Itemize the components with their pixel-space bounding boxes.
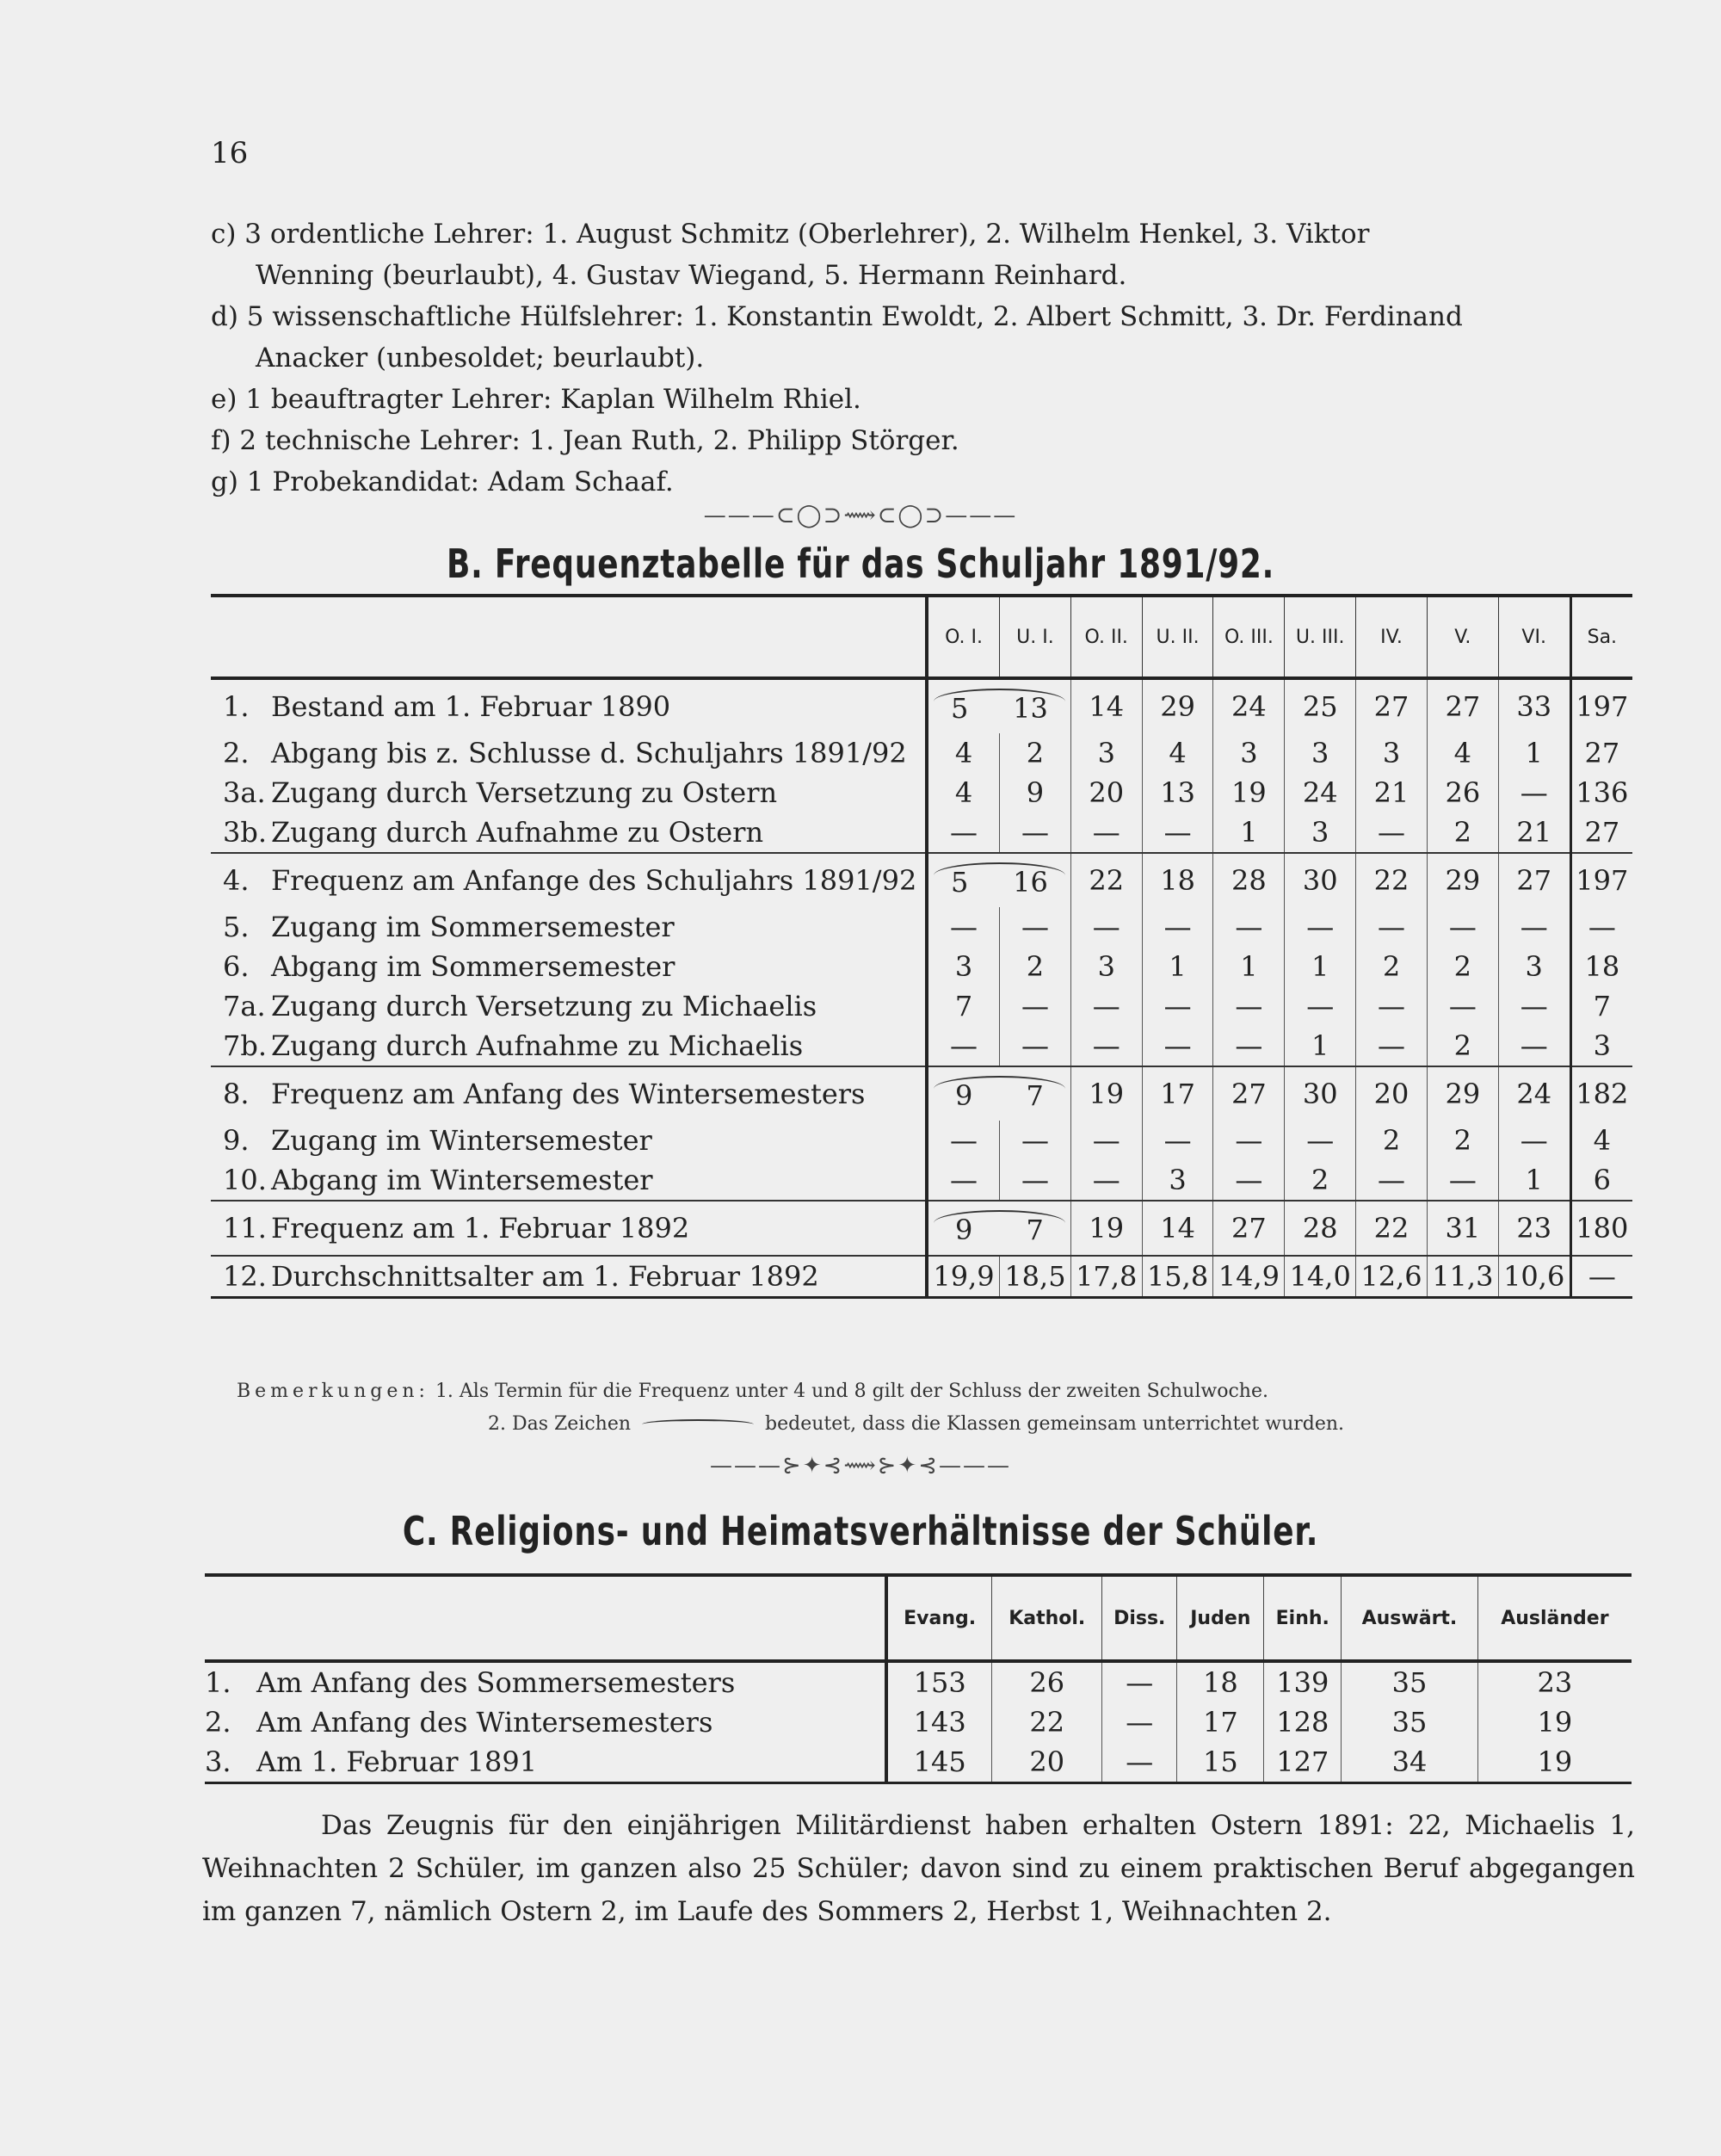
cell-value: — [1498, 986, 1570, 1026]
cell-value: 19 [1477, 1702, 1632, 1742]
row-label: Abgang im Sommersemester [271, 950, 675, 983]
cell-value: 4 [927, 773, 1000, 812]
remarks-label: Bemerkungen: [237, 1381, 429, 1402]
cell-value: 18,5 [1000, 1256, 1071, 1298]
cell-value: 7 [927, 986, 1000, 1026]
header-blank [211, 596, 927, 678]
cell-value: 5 [950, 866, 969, 899]
cell-value: 2 [1427, 947, 1498, 986]
cell-value: 24 [1285, 773, 1356, 812]
cell-value: 139 [1264, 1661, 1342, 1702]
row-number: 3a. [223, 776, 266, 809]
row-label: Am Anfang des Wintersemesters [256, 1706, 713, 1739]
staff-item-d [211, 296, 1648, 379]
cell-value: 28 [1213, 853, 1285, 907]
ornament-divider: ———⊱✦⊰⟿⊱✦⊰——— [710, 1453, 1011, 1479]
cell-value: — [1102, 1702, 1177, 1742]
cell-value: 128 [1264, 1702, 1342, 1742]
cell-value: — [1070, 907, 1142, 947]
col-header: Evang. [886, 1575, 992, 1661]
col-header: Diss. [1102, 1575, 1177, 1661]
cell-value: 11,3 [1427, 1256, 1498, 1298]
row-label: Durchschnittsalter am 1. Februar 1892 [271, 1256, 927, 1298]
remarks [237, 1375, 1344, 1441]
cell-value: 20 [992, 1742, 1102, 1783]
cell-value: 26 [992, 1661, 1102, 1702]
staff-line: Wenning (beurlaubt), 4. Gustav Wiegand, 5. Hermann Reinhard. [256, 260, 1127, 291]
cell-value: 28 [1285, 1201, 1356, 1256]
cell-value: 3 [1570, 1026, 1632, 1066]
row-label: Zugang durch Aufnahme zu Ostern [271, 816, 764, 849]
cell-value: 1 [1285, 1026, 1356, 1066]
row-number: 1. [211, 678, 271, 733]
row-label: Bestand am 1. Februar 1890 [271, 678, 927, 733]
cell-value: — [1213, 1121, 1285, 1160]
cell-value: — [1142, 812, 1213, 853]
cell-value: — [1356, 1160, 1428, 1201]
cell-value: 10,6 [1498, 1256, 1570, 1298]
cell-value: 3 [1070, 947, 1142, 986]
brace-sign-icon [642, 1419, 754, 1430]
header-blank [205, 1575, 886, 1661]
cell-value: — [1070, 1121, 1142, 1160]
col-header: Auswärt. [1342, 1575, 1478, 1661]
cell-value: 20 [1070, 773, 1142, 812]
cell-value: 16 [1013, 866, 1048, 899]
cell-value: 18 [1177, 1661, 1264, 1702]
col-header: Juden [1177, 1575, 1264, 1661]
cell-value: 15 [1177, 1742, 1264, 1783]
cell-value: — [1102, 1661, 1177, 1702]
remark-line-1 [237, 1375, 1344, 1408]
row-label: Zugang durch Versetzung zu Michaelis [271, 990, 817, 1022]
row-label: Abgang im Wintersemester [271, 1164, 653, 1196]
table-row [211, 733, 1632, 773]
staff-line: e) 1 beauftragter Lehrer: Kaplan Wilhelm Rhiel. [211, 384, 861, 415]
row-number: 7b. [223, 1029, 268, 1062]
cell-value: 18 [1142, 853, 1213, 907]
cell-value: 15,8 [1142, 1256, 1213, 1298]
religion-table-body [205, 1661, 1632, 1783]
col-header: O. II. [1070, 596, 1142, 678]
table-row [211, 773, 1632, 812]
staff-item-e [211, 379, 1648, 420]
page-number: 16 [211, 136, 249, 170]
cell-value: 1 [1213, 812, 1285, 853]
cell-value: — [1356, 907, 1428, 947]
cell-value: 14 [1142, 1201, 1213, 1256]
cell-value: — [1498, 773, 1570, 812]
cell-value: — [1498, 1026, 1570, 1066]
cell-value: 13 [1142, 773, 1213, 812]
cell-value: 3 [1356, 733, 1428, 773]
cell-value: — [1000, 812, 1071, 853]
frequency-table-body [211, 678, 1632, 1298]
table-row [205, 1742, 1632, 1783]
col-header: Kathol. [992, 1575, 1102, 1661]
table-row [205, 1661, 1632, 1702]
col-header: VI. [1498, 596, 1570, 678]
cell-value: 3 [1070, 733, 1142, 773]
cell-value: 27 [1498, 853, 1570, 907]
cell-value: 4 [1142, 733, 1213, 773]
cell-value: — [1070, 1160, 1142, 1201]
row-number: 1. [205, 1666, 231, 1699]
cell-value: 2 [1427, 1121, 1498, 1160]
remark-2-after: bedeutet, dass die Klassen gemeinsam unterrichtet wurden. [765, 1413, 1345, 1435]
staff-item-g [211, 461, 1648, 503]
staff-line: Anacker (unbesoldet; beurlaubt). [256, 343, 705, 374]
cell-value: 35 [1342, 1661, 1478, 1702]
cell-value: 17,8 [1070, 1256, 1142, 1298]
cell-value: 180 [1570, 1201, 1632, 1256]
cell-value: 2 [1000, 947, 1071, 986]
row-label: Am Anfang des Sommersemesters [256, 1666, 736, 1699]
row-number: 11. [211, 1201, 271, 1256]
cell-value: — [1213, 1026, 1285, 1066]
cell-value: — [1285, 986, 1356, 1026]
row-number: 10. [223, 1164, 267, 1196]
cell-value: — [927, 812, 1000, 853]
cell-value: 4 [927, 733, 1000, 773]
table-row [211, 986, 1632, 1026]
cell-value: 21 [1356, 773, 1428, 812]
cell-value: 23 [1498, 1201, 1570, 1256]
cell-value: — [1102, 1742, 1177, 1783]
cell-value: 7 [1026, 1214, 1044, 1246]
cell-value: — [1070, 812, 1142, 853]
ornament-divider: ———⊂◯⊃⟿⊂◯⊃——— [703, 503, 1018, 528]
table-row [205, 1702, 1632, 1742]
table-row [211, 1160, 1632, 1201]
row-number: 7a. [223, 990, 266, 1022]
cell-value: 27 [1213, 1201, 1285, 1256]
cell-value: 19 [1213, 773, 1285, 812]
cell-value: — [1427, 986, 1498, 1026]
cell-value: 3 [1285, 812, 1356, 853]
row-label: Zugang im Wintersemester [271, 1124, 652, 1157]
cell-value: 9 [955, 1079, 973, 1112]
cell-value: 2 [1356, 1121, 1428, 1160]
cell-value: 2 [1356, 947, 1428, 986]
cell-value: 3 [927, 947, 1000, 986]
cell-value: 6 [1570, 1160, 1632, 1201]
cell-value: 145 [886, 1742, 992, 1783]
cell-value: — [1356, 812, 1428, 853]
remark-2-before: 2. Das Zeichen [488, 1413, 632, 1435]
table-row [211, 907, 1632, 947]
table-row [211, 853, 1632, 907]
cell-value: — [1142, 1026, 1213, 1066]
cell-value: 2 [1427, 1026, 1498, 1066]
cell-value: 29 [1142, 678, 1213, 733]
table-row [211, 1121, 1632, 1160]
cell-value: 19 [1070, 1066, 1142, 1121]
table-row [211, 1201, 1632, 1256]
remark-line-2 [237, 1408, 1344, 1441]
row-label: Zugang durch Versetzung zu Ostern [271, 776, 778, 809]
cell-value: — [1142, 907, 1213, 947]
table-row [211, 1066, 1632, 1121]
cell-value: 1 [1498, 733, 1570, 773]
cell-value: 2 [1000, 733, 1071, 773]
cell-value: 3 [1142, 1160, 1213, 1201]
cell-value: — [1213, 907, 1285, 947]
merged-cell [927, 853, 1070, 907]
cell-value: 1 [1213, 947, 1285, 986]
col-header: U. III. [1285, 596, 1356, 678]
cell-value: — [1070, 1026, 1142, 1066]
table-row [211, 812, 1632, 853]
table-row [211, 947, 1632, 986]
cell-value: 12,6 [1356, 1256, 1428, 1298]
cell-value: — [1000, 1160, 1071, 1201]
row-number: 5. [223, 911, 250, 943]
row-label: Zugang durch Aufnahme zu Michaelis [271, 1029, 804, 1062]
cell-value: 21 [1498, 812, 1570, 853]
cell-value: 4 [1427, 733, 1498, 773]
row-number: 3b. [223, 816, 268, 849]
staff-list [211, 213, 1648, 503]
staff-line: g) 1 Probekandidat: Adam Schaaf. [211, 466, 674, 497]
cell-value: 17 [1142, 1066, 1213, 1121]
cell-value: 197 [1570, 853, 1632, 907]
cell-value: 27 [1570, 812, 1632, 853]
row-label: Abgang bis z. Schlusse d. Schuljahrs 1891/92 [271, 737, 907, 769]
cell-value: — [1000, 1026, 1071, 1066]
cell-value: 3 [1498, 947, 1570, 986]
col-header: Sa. [1570, 596, 1632, 678]
cell-value: — [927, 1160, 1000, 1201]
col-header: Einh. [1264, 1575, 1342, 1661]
cell-value: — [1498, 1121, 1570, 1160]
col-header: V. [1427, 596, 1498, 678]
religion-table [205, 1573, 1632, 1784]
col-header: O. I. [927, 596, 1000, 678]
cell-value: 19,9 [927, 1256, 1000, 1298]
cell-value: — [1213, 986, 1285, 1026]
body-paragraph: Das Zeugnis für den einjährigen Militärdienst haben erhalten Ostern 1891: 22, Michaelis 1, Weihnachten 2 Schüler, im ganzen also 25 Schüler; davon sind zu einem praktischen Beruf abgegangen im ganzen 7, nämlich Ostern 2, im Laufe des Sommers 2, Herbst 1, Weihnachten 2. [202, 1810, 1635, 1927]
row-number: 2. [205, 1706, 231, 1739]
row-label: Frequenz am Anfange des Schuljahrs 1891/92 [271, 853, 927, 907]
cell-value: 9 [1000, 773, 1071, 812]
cell-value: 127 [1264, 1742, 1342, 1783]
frequency-table-header [211, 596, 1632, 678]
col-header: O. III. [1213, 596, 1285, 678]
cell-value: — [1570, 1256, 1632, 1298]
cell-value: 27 [1570, 733, 1632, 773]
cell-value: — [1000, 907, 1071, 947]
col-header: IV. [1356, 596, 1428, 678]
staff-item-c [211, 213, 1648, 296]
row-number: 2. [223, 737, 250, 769]
col-header: U. II. [1142, 596, 1213, 678]
cell-value: 18 [1570, 947, 1632, 986]
cell-value: — [1356, 1026, 1428, 1066]
cell-value: 14,0 [1285, 1256, 1356, 1298]
cell-value: 17 [1177, 1702, 1264, 1742]
cell-value: 2 [1285, 1160, 1356, 1201]
cell-value: 19 [1070, 1201, 1142, 1256]
row-label: Frequenz am Anfang des Wintersemesters [271, 1066, 927, 1121]
cell-value: 143 [886, 1702, 992, 1742]
cell-value: 1 [1142, 947, 1213, 986]
cell-value: 35 [1342, 1702, 1478, 1742]
cell-value: — [1000, 1121, 1071, 1160]
cell-value: 26 [1427, 773, 1498, 812]
cell-value: — [1285, 907, 1356, 947]
cell-value: 136 [1570, 773, 1632, 812]
cell-value: 27 [1356, 678, 1428, 733]
staff-item-f [211, 420, 1648, 461]
table-row [211, 1026, 1632, 1066]
cell-value: 14,9 [1213, 1256, 1285, 1298]
cell-value: — [1142, 1121, 1213, 1160]
cell-value: 22 [1356, 853, 1428, 907]
row-number: 6. [223, 950, 250, 983]
cell-value: 3 [1213, 733, 1285, 773]
cell-value: 1 [1498, 1160, 1570, 1201]
row-label: Am 1. Februar 1891 [256, 1742, 886, 1783]
cell-value: 24 [1498, 1066, 1570, 1121]
row-number: 4. [211, 853, 271, 907]
cell-value: 30 [1285, 1066, 1356, 1121]
cell-value: 34 [1342, 1742, 1478, 1783]
cell-value: 30 [1285, 853, 1356, 907]
cell-value: 5 [950, 692, 969, 725]
row-number: 8. [211, 1066, 271, 1121]
cell-value: — [1356, 986, 1428, 1026]
staff-line: f) 2 technische Lehrer: 1. Jean Ruth, 2. Philipp Störger. [211, 425, 959, 456]
cell-value: 153 [886, 1661, 992, 1702]
cell-value: 29 [1427, 853, 1498, 907]
cell-value: 20 [1356, 1066, 1428, 1121]
cell-value: 7 [1570, 986, 1632, 1026]
cell-value: 7 [1026, 1079, 1044, 1112]
merged-cell [927, 1201, 1070, 1256]
cell-value: — [1070, 986, 1142, 1026]
row-number: 9. [223, 1124, 250, 1157]
section-b-title: B. Frequenztabelle für das Schuljahr 1891/92. [447, 541, 1274, 587]
cell-value: 22 [1070, 853, 1142, 907]
table-row [211, 1256, 1632, 1298]
cell-value: — [1570, 907, 1632, 947]
cell-value: 3 [1285, 733, 1356, 773]
row-label: Frequenz am 1. Februar 1892 [271, 1201, 927, 1256]
cell-value: 33 [1498, 678, 1570, 733]
cell-value: 1 [1285, 947, 1356, 986]
col-header: Ausländer [1477, 1575, 1632, 1661]
cell-value: — [927, 1121, 1000, 1160]
merged-cell [927, 1066, 1070, 1121]
cell-value: 27 [1427, 678, 1498, 733]
staff-line: c) 3 ordentliche Lehrer: 1. August Schmitz (Oberlehrer), 2. Wilhelm Henkel, 3. Viktor [211, 219, 1370, 250]
cell-value: — [1427, 907, 1498, 947]
cell-value: 27 [1213, 1066, 1285, 1121]
cell-value: 13 [1013, 692, 1048, 725]
cell-value: 25 [1285, 678, 1356, 733]
row-number: 12. [211, 1256, 271, 1298]
row-number: 3. [205, 1742, 256, 1783]
cell-value: 31 [1427, 1201, 1498, 1256]
staff-line: d) 5 wissenschaftliche Hülfslehrer: 1. Konstantin Ewoldt, 2. Albert Schmitt, 3. Dr. Ferdinand [211, 301, 1463, 332]
cell-value: 22 [1356, 1201, 1428, 1256]
cell-value: — [1285, 1121, 1356, 1160]
cell-value: 9 [955, 1214, 973, 1246]
table-row [211, 678, 1632, 733]
remark-1: 1. Als Termin für die Frequenz unter 4 und 8 gilt der Schluss der zweiten Schulwoche. [435, 1381, 1268, 1402]
row-label: Zugang im Sommersemester [271, 911, 675, 943]
cell-value: — [927, 907, 1000, 947]
cell-value: 4 [1570, 1121, 1632, 1160]
col-header: U. I. [1000, 596, 1071, 678]
cell-value: — [1000, 986, 1071, 1026]
religion-table-header [205, 1575, 1632, 1661]
cell-value: 19 [1477, 1742, 1632, 1783]
cell-value: 22 [992, 1702, 1102, 1742]
cell-value: 182 [1570, 1066, 1632, 1121]
cell-value: 23 [1477, 1661, 1632, 1702]
merged-cell [927, 678, 1070, 733]
frequency-table [211, 594, 1632, 1299]
cell-value: — [927, 1026, 1000, 1066]
cell-value: — [1213, 1160, 1285, 1201]
cell-value: — [1427, 1160, 1498, 1201]
cell-value: — [1142, 986, 1213, 1026]
cell-value: — [1498, 907, 1570, 947]
cell-value: 24 [1213, 678, 1285, 733]
cell-value: 29 [1427, 1066, 1498, 1121]
cell-value: 197 [1570, 678, 1632, 733]
cell-value: 14 [1070, 678, 1142, 733]
section-c-title: C. Religions- und Heimatsverhältnisse der Schüler. [402, 1508, 1319, 1554]
cell-value: 2 [1427, 812, 1498, 853]
